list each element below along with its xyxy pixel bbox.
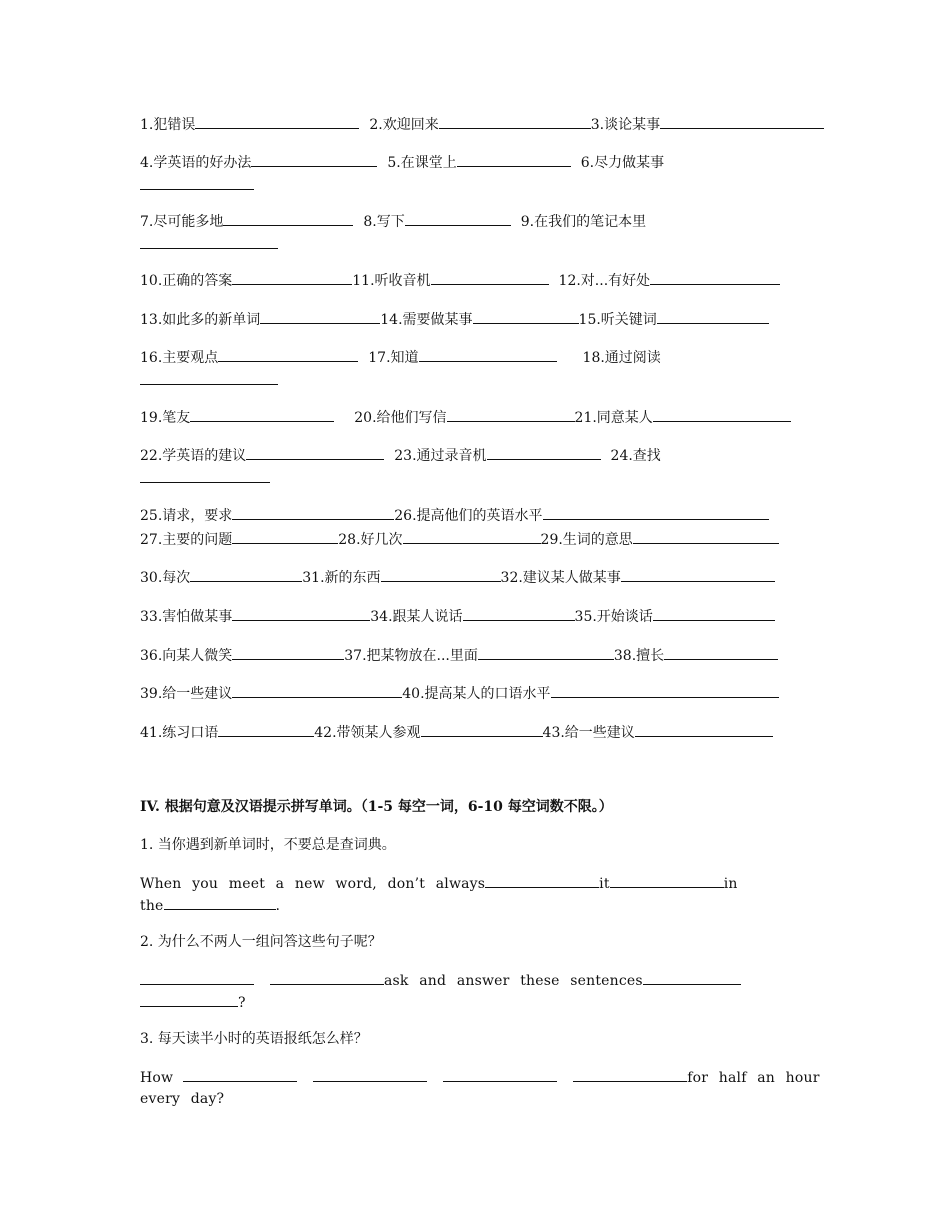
question-1-chinese: 1. 当你遇到新单词时，不要总是查词典。 — [140, 837, 396, 853]
q3-blank-3[interactable] — [443, 1066, 557, 1082]
answer-blank-42[interactable] — [421, 721, 543, 737]
phrase-30: 30.每次 — [140, 570, 191, 586]
answer-blank-38[interactable] — [664, 644, 778, 660]
question-2-english-cont: ? — [140, 991, 246, 1013]
phrase-35: 35.开始谈话 — [574, 609, 653, 625]
answer-blank-27[interactable] — [232, 528, 338, 544]
phrase-32: 32.建议某人做某事 — [500, 570, 621, 586]
phrase-4: 4.学英语的好办法 — [140, 155, 252, 171]
answer-blank-11[interactable] — [431, 269, 549, 285]
phrase-row-2 — [140, 151, 664, 173]
phrase-27: 27.主要的问题 — [140, 532, 233, 548]
phrase-37: 37.把某物放在...里面 — [344, 648, 478, 664]
phrase-14: 14.需要做某事 — [380, 312, 473, 328]
answer-blank-14[interactable] — [473, 308, 579, 324]
phrase-row-12 — [140, 605, 775, 627]
answer-blank-40[interactable] — [551, 682, 779, 698]
phrase-row-7 — [140, 406, 791, 428]
phrase-row-10 — [140, 528, 779, 550]
question-3-chinese: 3. 每天读半小时的英语报纸怎么样？ — [140, 1031, 368, 1047]
answer-blank-10[interactable] — [232, 269, 352, 285]
q3-blank-2[interactable] — [313, 1066, 427, 1082]
phrase-11: 11.听收音机 — [352, 273, 431, 289]
phrase-row-4 — [140, 269, 780, 291]
phrase-23: 23.通过录音机 — [394, 448, 487, 464]
phrase-38: 38.擅长 — [613, 648, 665, 664]
phrase-18: 18.通过阅读 — [582, 350, 661, 366]
answer-blank-25[interactable] — [232, 504, 394, 520]
phrase-41: 41.练习口语 — [140, 725, 219, 741]
question-3-english-cont: every day? — [140, 1091, 225, 1107]
phrase-5: 5.在课堂上 — [387, 155, 457, 171]
section-heading: IV. 根据句意及汉语提示拼写单词。（1-5 每空一词，6-10 每空词数不限。） — [140, 799, 613, 815]
phrase-29: 29.生词的意思 — [540, 532, 633, 548]
answer-blank-43[interactable] — [635, 721, 773, 737]
phrase-24: 24.查找 — [610, 448, 661, 464]
phrase-25: 25.请求，要求 — [140, 508, 233, 524]
phrase-16: 16.主要观点 — [140, 350, 219, 366]
phrase-row-3b — [140, 233, 278, 255]
answer-blank-6[interactable] — [140, 174, 254, 190]
answer-blank-32[interactable] — [621, 566, 775, 582]
answer-blank-3[interactable] — [660, 113, 824, 129]
answer-blank-24[interactable] — [140, 467, 270, 483]
phrase-12: 12.对...有好处 — [558, 273, 651, 289]
phrase-row-3 — [140, 210, 646, 232]
phrase-row-11 — [140, 566, 775, 588]
phrase-43: 43.给一些建议 — [542, 725, 635, 741]
phrase-17: 17.知道 — [368, 350, 419, 366]
phrase-20: 20.给他们写信 — [354, 410, 447, 426]
phrase-8: 8.写下 — [363, 214, 405, 230]
phrase-26: 26.提高他们的英语水平 — [394, 508, 543, 524]
answer-blank-28[interactable] — [403, 528, 541, 544]
phrase-31: 31.新的东西 — [302, 570, 381, 586]
phrase-21: 21.同意某人 — [574, 410, 653, 426]
q2-blank-2[interactable] — [270, 969, 384, 985]
q1-blank-3[interactable] — [164, 894, 276, 910]
phrase-15: 15.听关键词 — [578, 312, 657, 328]
phrase-row-13 — [140, 644, 778, 666]
phrase-22: 22.学英语的建议 — [140, 448, 247, 464]
answer-blank-17[interactable] — [419, 346, 557, 362]
phrase-9: 9.在我们的笔记本里 — [520, 214, 647, 230]
phrase-39: 39.给一些建议 — [140, 686, 233, 702]
answer-blank-41[interactable] — [218, 721, 314, 737]
answer-blank-23[interactable] — [487, 444, 601, 460]
answer-blank-7[interactable] — [223, 210, 353, 226]
phrase-34: 34.跟某人说话 — [370, 609, 463, 625]
phrase-3: 3.谈论某事 — [590, 117, 661, 133]
phrase-row-6 — [140, 346, 661, 368]
answer-blank-16[interactable] — [218, 346, 358, 362]
answer-blank-18[interactable] — [140, 369, 278, 385]
phrase-row-9 — [140, 504, 769, 526]
phrase-row-5 — [140, 308, 769, 330]
question-2-english: ask and answer these sentences — [140, 969, 741, 991]
answer-blank-9[interactable] — [140, 233, 278, 249]
answer-blank-34[interactable] — [463, 605, 575, 621]
question-1-english: When you meet a new word, don’t always it in — [140, 872, 738, 894]
answer-blank-8[interactable] — [405, 210, 511, 226]
answer-blank-30[interactable] — [190, 566, 302, 582]
q3-blank-1[interactable] — [183, 1066, 297, 1082]
question-1-english-cont: the . — [140, 894, 280, 916]
q2-blank-3[interactable] — [643, 969, 741, 985]
q2-blank-1[interactable] — [140, 969, 254, 985]
answer-blank-39[interactable] — [232, 682, 402, 698]
phrase-40: 40.提高某人的口语水平 — [402, 686, 551, 702]
phrase-row-8 — [140, 444, 661, 466]
answer-blank-29[interactable] — [633, 528, 779, 544]
answer-blank-15[interactable] — [657, 308, 769, 324]
phrase-13: 13.如此多的新单词 — [140, 312, 261, 328]
question-2-chinese: 2. 为什么不两人一组问答这些句子呢？ — [140, 934, 382, 950]
phrase-row-6b — [140, 369, 278, 391]
phrase-33: 33.害怕做某事 — [140, 609, 233, 625]
q2-blank-4[interactable] — [140, 991, 238, 1007]
phrase-row-1 — [140, 113, 824, 135]
phrase-2: 2.欢迎回来 — [369, 117, 439, 133]
answer-blank-35[interactable] — [653, 605, 775, 621]
answer-blank-20[interactable] — [447, 406, 575, 422]
phrase-42: 42.带领某人参观 — [314, 725, 421, 741]
answer-blank-36[interactable] — [232, 644, 344, 660]
answer-blank-22[interactable] — [246, 444, 384, 460]
answer-blank-13[interactable] — [260, 308, 380, 324]
q3-blank-4[interactable] — [573, 1066, 687, 1082]
phrase-10: 10.正确的答案 — [140, 273, 233, 289]
answer-blank-5[interactable] — [457, 151, 571, 167]
answer-blank-4[interactable] — [251, 151, 377, 167]
q1-blank-1[interactable] — [485, 872, 599, 888]
answer-blank-31[interactable] — [381, 566, 501, 582]
phrase-19: 19.笔友 — [140, 410, 191, 426]
q1-blank-2[interactable] — [610, 872, 724, 888]
phrase-1: 1.犯错误 — [140, 117, 196, 133]
answer-blank-19[interactable] — [190, 406, 334, 422]
phrase-row-15 — [140, 721, 773, 743]
answer-blank-1[interactable] — [195, 113, 359, 129]
phrase-6: 6.尽力做某事 — [580, 155, 665, 171]
phrase-28: 28.好几次 — [338, 532, 403, 548]
question-3-english: How for half an hour — [140, 1066, 820, 1088]
answer-blank-12[interactable] — [650, 269, 780, 285]
answer-blank-21[interactable] — [653, 406, 791, 422]
answer-blank-2[interactable] — [439, 113, 591, 129]
answer-blank-37[interactable] — [478, 644, 614, 660]
phrase-row-14 — [140, 682, 779, 704]
phrase-7: 7.尽可能多地 — [140, 214, 224, 230]
answer-blank-26[interactable] — [543, 504, 769, 520]
answer-blank-33[interactable] — [232, 605, 370, 621]
phrase-row-8b — [140, 467, 270, 489]
phrase-row-2b — [140, 174, 254, 196]
phrase-36: 36.向某人微笑 — [140, 648, 233, 664]
